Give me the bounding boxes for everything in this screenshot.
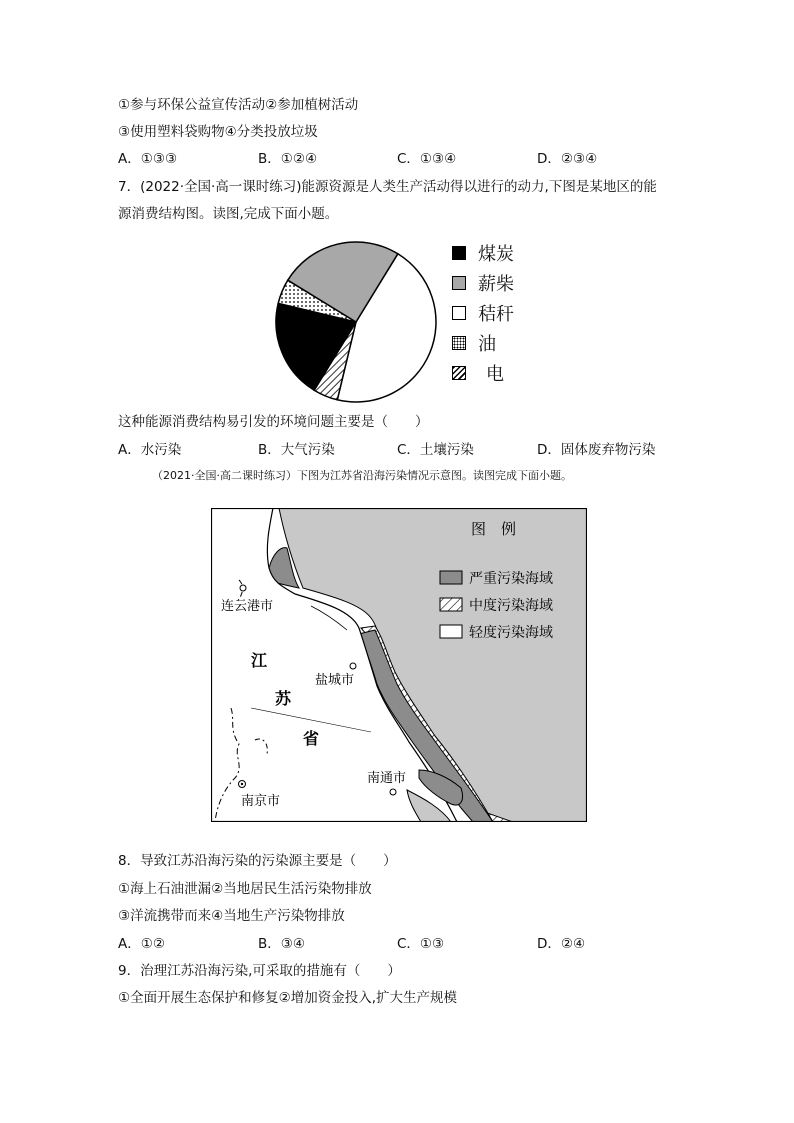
q6-option-d[interactable]: D．②③④ [537,151,598,167]
legend-item-firewood [452,268,514,298]
legend-label: 薪柴 [478,274,514,295]
q8-statement-1: ①海上石油泄漏②当地居民生活污染物排放 [118,881,372,897]
q8-question: 8．导致江苏沿海污染的污染源主要是（ ） [118,853,397,869]
legend-label: 油 [478,334,496,355]
q7-stem-line-1: 7．(2022·全国·高一课时练习)能源资源是人类生产活动得以进行的动力,下图是某地区的能 [118,179,657,195]
q6-option-b[interactable]: B．①②④ [258,151,318,167]
nantong-marker-icon [390,789,396,795]
light-swatch-icon [440,625,462,638]
q6-option-c[interactable]: C．①③④ [397,151,457,167]
q9-question: 9．治理江苏沿海污染,可采取的措施有（ ） [118,963,401,979]
energy-pie-chart [268,240,444,404]
province-char-3: 省 [303,729,320,748]
city-nanjing: 南京市 [241,794,281,809]
city-nantong: 南通市 [367,771,407,786]
q6-statement-1: ①参与环保公益宣传活动②参加植树活动 [118,97,359,113]
q8-statement-2: ③洋流携带而来④当地生产污染物排放 [118,908,345,924]
legend-label: 电 [486,364,504,385]
legend-item-straw [452,298,514,328]
q6-statement-2: ③使用塑料袋购物④分类投放垃圾 [118,124,318,140]
q6-option-a[interactable]: A．①③③ [118,151,178,167]
legend-light: 轻度污染海域 [469,625,553,641]
city-lianyungang: 连云港市 [221,599,274,614]
lianyungang-marker-icon [240,585,246,591]
straw-swatch-icon [452,306,466,320]
firewood-swatch-icon [452,276,466,290]
electricity-swatch-icon [452,366,466,380]
q8-option-a[interactable]: A．①② [118,936,165,952]
yancheng-marker-icon [350,663,356,669]
severe-swatch-icon [440,571,462,584]
q7-option-b[interactable]: B．大气污染 [258,442,335,458]
city-yancheng: 盐城市 [315,673,355,688]
oil-swatch-icon [452,336,466,350]
coal-swatch-icon [452,246,466,260]
q7-option-a[interactable]: A．水污染 [118,442,182,458]
pie-legend [452,238,514,388]
legend-label: 秸秆 [478,304,514,325]
legend-label: 煤炭 [478,244,514,265]
jiangsu-coast-pollution-map [211,508,587,822]
province-char-2: 苏 [275,689,292,708]
legend-moderate: 中度污染海域 [469,598,553,614]
q9-statement-1: ①全面开展生态保护和修复②增加资金投入,扩大生产规模 [118,990,457,1006]
q7-question: 这种能源消费结构易引发的环境问题主要是（ ） [118,414,429,430]
q8-option-d[interactable]: D．②④ [537,936,586,952]
q8-9-intro: （2021·全国·高二课时练习）下图为江苏省沿海污染情况示意图。读图完成下面小题。 [152,469,572,482]
legend-item-oil [452,328,514,358]
legend-item-electricity [452,358,514,388]
legend-item-coal [452,238,514,268]
q7-stem-line-2: 源消费结构图。读图,完成下面小题。 [118,206,339,222]
q7-option-d[interactable]: D．固体废弃物污染 [537,442,656,458]
moderate-swatch-icon [440,598,462,611]
q8-option-b[interactable]: B．③④ [258,936,305,952]
province-char-1: 江 [251,651,268,670]
q7-option-c[interactable]: C．土壤污染 [397,442,474,458]
legend-severe: 严重污染海域 [469,571,553,587]
q8-option-c[interactable]: C．①③ [397,936,445,952]
map-legend-title: 图 例 [471,520,517,538]
